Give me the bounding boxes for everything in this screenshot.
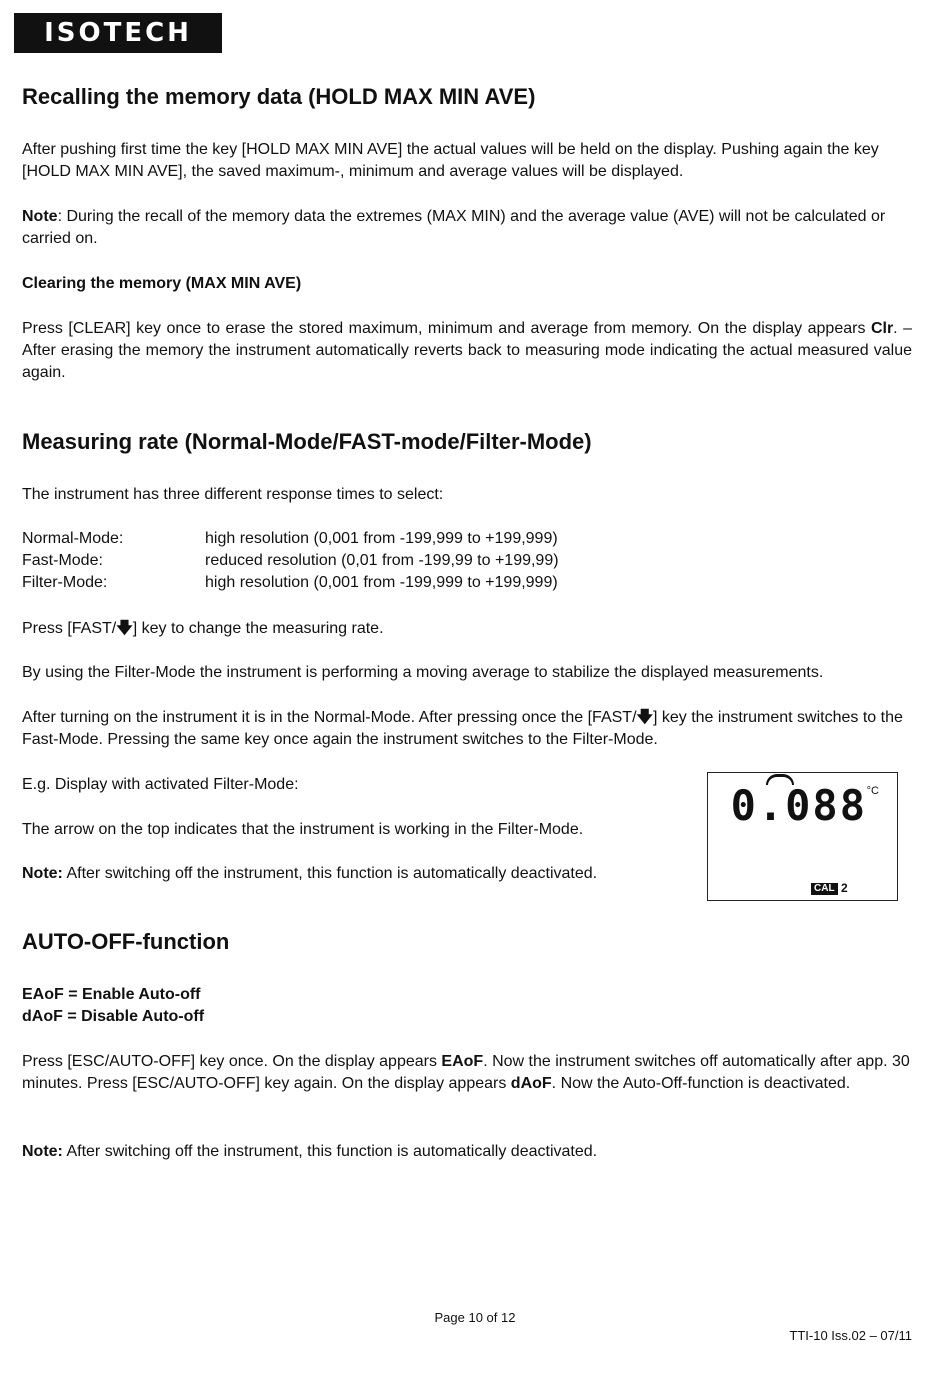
arrow-text: The arrow on the top indicates that the instrument is working in the Filter-Mode. <box>22 821 584 838</box>
section-autooff-title <box>22 929 912 955</box>
mode-value: reduced resolution (0,01 from -199,99 to +199,99) <box>205 552 559 569</box>
autooff-paragraph <box>22 1051 912 1095</box>
press-fast-b: ] key to change the measuring rate. <box>132 620 384 637</box>
autooff-def1 <box>22 984 912 1006</box>
autooff-def2 <box>22 1006 912 1028</box>
disable-def: dAoF = Disable Auto-off <box>22 1008 205 1025</box>
recalling-paragraph <box>22 139 912 183</box>
lcd-display <box>707 772 898 901</box>
page-number: Page 10 of 12 <box>434 1310 516 1325</box>
mode-value: high resolution (0,001 from -199,999 to +199,999) <box>205 530 558 547</box>
mode-row-fast <box>22 550 559 572</box>
section-recalling-title <box>22 84 912 110</box>
down-arrow-icon: 🡇 <box>636 709 653 726</box>
clr-code: Clr <box>870 320 894 337</box>
clearing-text-b: . – After erasing the memory the instrument automatically reverts back to measuring mode indicating the actual measured value again. <box>22 320 912 381</box>
lcd-unit: °C <box>866 785 879 797</box>
press-fast-paragraph <box>22 618 912 640</box>
mode-value: high resolution (0,001 from -199,999 to +199,999) <box>205 574 558 591</box>
lcd-value: 0.088 <box>730 781 867 830</box>
doc-id: TTI-10 Iss.02 – 07/11 <box>789 1328 912 1343</box>
enable-def: EAoF = Enable Auto-off <box>22 986 201 1003</box>
press-fast-a: Press [FAST/ <box>22 620 117 637</box>
eaof-code: EAoF <box>441 1053 484 1070</box>
after-text-b: ] key the instrument switches to the Fast-Mode. Pressing the same key once again the instrument switches to the Filter-Mode. <box>22 709 903 748</box>
down-arrow-icon: 🡇 <box>116 620 133 637</box>
autooff-text-b: . Now the instrument switches off automatically after app. 30 minutes. Press [ESC/AUTO-OFF] key again. On the display appears <box>22 1053 910 1092</box>
mode-row-normal <box>22 528 558 550</box>
lcd-channel: 2 <box>841 881 848 895</box>
note-label: Note: <box>22 1143 63 1160</box>
measuring-intro <box>22 484 912 506</box>
autooff-note <box>22 1141 912 1163</box>
note-label: Note: <box>22 865 63 882</box>
note-text: After switching off the instrument, this function is automatically deactivated. <box>62 1143 598 1160</box>
measuring-note <box>22 863 690 885</box>
autooff-text-a: Press [ESC/AUTO-OFF] key once. On the display appears <box>22 1053 442 1070</box>
note-text: : During the recall of the memory data the extremes (MAX MIN) and the average value (AVE) will not be calculated or carried on. <box>22 208 886 247</box>
mode-name: Normal-Mode: <box>22 530 124 547</box>
section-measuring-title <box>22 429 912 455</box>
clearing-text-a: Press [CLEAR] key once to erase the stored maximum, minimum and average from memory. On the display appears <box>22 320 871 337</box>
mode-name: Fast-Mode: <box>22 552 103 569</box>
eg-text: E.g. Display with activated Filter-Mode: <box>22 776 299 793</box>
after-turning-paragraph <box>22 707 912 751</box>
filter-text: By using the Filter-Mode the instrument is performing a moving average to stabilize the displayed measurements. <box>22 664 824 681</box>
arrow-paragraph <box>22 819 690 841</box>
clearing-paragraph <box>22 318 912 384</box>
note-label: Note <box>22 208 58 225</box>
eg-paragraph <box>22 774 690 796</box>
autooff-text-c: . Now the Auto-Off-function is deactivated. <box>551 1075 851 1092</box>
isotech-logo: ISOTECH <box>14 13 222 53</box>
filter-paragraph <box>22 662 912 684</box>
recalling-note <box>22 206 912 250</box>
after-text-a: After turning on the instrument it is in the Normal-Mode. After pressing once the [FAST/ <box>22 709 637 726</box>
measuring-intro-text: The instrument has three different response times to select: <box>22 486 444 503</box>
recalling-text: After pushing first time the key [HOLD MAX MIN AVE] the actual values will be held on the display. Pushing again the key [HOLD MAX MIN AVE], the saved maximum-, minimum and average values will be displayed. <box>22 141 879 180</box>
page-title: Recalling the memory data (HOLD MAX MIN AVE) <box>22 84 536 109</box>
clearing-subheading <box>22 273 912 295</box>
mode-name: Filter-Mode: <box>22 574 108 591</box>
mode-row-filter <box>22 572 558 594</box>
autooff-title: AUTO-OFF-function <box>22 929 230 954</box>
daof-code: dAoF <box>510 1075 552 1092</box>
measuring-title: Measuring rate (Normal-Mode/FAST-mode/Filter-Mode) <box>22 429 592 454</box>
cal-badge: CAL <box>811 883 838 895</box>
clearing-title: Clearing the memory (MAX MIN AVE) <box>22 275 302 292</box>
note-text: After switching off the instrument, this function is automatically deactivated. <box>62 865 598 882</box>
